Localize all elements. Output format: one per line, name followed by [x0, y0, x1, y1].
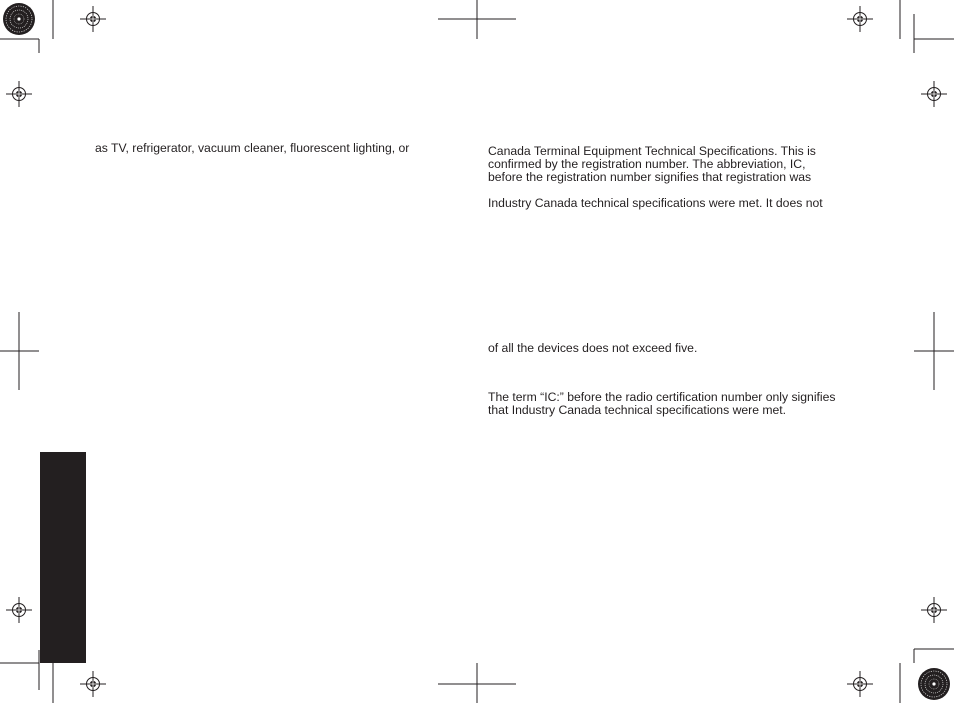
- right-para4-line-2: that Industry Canada technical specifications were met.: [488, 403, 787, 417]
- starburst-mark-top-left: [3, 3, 35, 35]
- crop-mark-middle-right: [914, 312, 954, 390]
- right-para1-line-1: Canada Terminal Equipment Technical Specifications. This is: [488, 144, 816, 158]
- section-tab: [40, 452, 86, 663]
- right-para1-line-3: before the registration number signifies that registration was: [488, 170, 812, 184]
- crop-mark-top-center: [438, 0, 516, 39]
- crop-mark-middle-left: [0, 312, 39, 390]
- right-para4-line-1: The term “IC:” before the radio certification number only signifies: [488, 390, 836, 404]
- registration-mark-right-lower: [921, 597, 947, 623]
- registration-mark-bottom-left: [80, 671, 106, 697]
- registration-mark-left-upper: [6, 81, 32, 107]
- registration-mark-bottom-right: [847, 671, 873, 697]
- right-para1-line-2: confirmed by the registration number. The abbreviation, IC,: [488, 157, 806, 171]
- left-text-line-1: as TV, refrigerator, vacuum cleaner, fluorescent lighting, or: [95, 141, 410, 155]
- starburst-mark-bottom-right: [918, 668, 950, 700]
- registration-mark-right-upper: [921, 81, 947, 107]
- registration-mark-top-right: [847, 6, 873, 32]
- crop-mark-top-right: [900, 0, 954, 53]
- registration-mark-left-lower: [6, 597, 32, 623]
- right-para3-line-1: of all the devices does not exceed five.: [488, 341, 698, 355]
- registration-mark-top-left: [80, 6, 106, 32]
- crop-mark-bottom-center: [438, 663, 516, 703]
- right-para2-line-1: Industry Canada technical specifications were met. It does not: [488, 196, 823, 210]
